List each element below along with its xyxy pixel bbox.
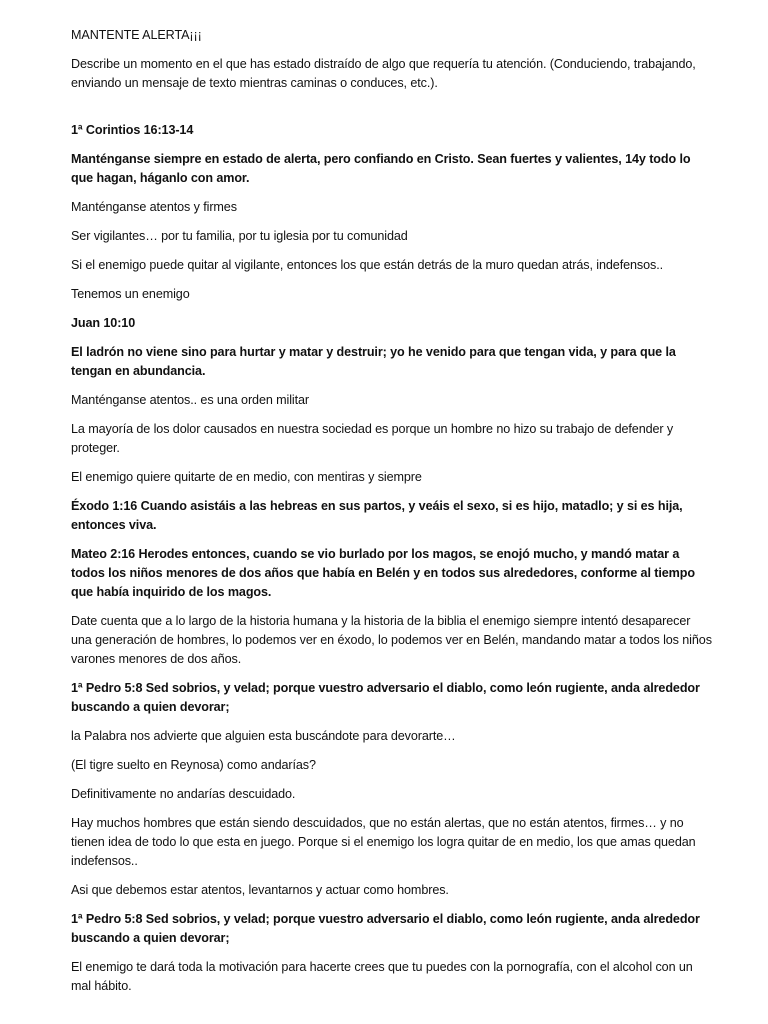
- scripture-quote: Éxodo 1:16 Cuando asistáis a las hebreas en sus partos, y veáis el sexo, si es hijo, matadlo; y si es hija, entonces viva.: [71, 499, 683, 532]
- paragraph: Ser vigilantes… por tu familia, por tu iglesia por tu comunidad: [71, 229, 408, 243]
- paragraph: Manténganse atentos.. es una orden militar: [71, 393, 310, 407]
- paragraph: Si el enemigo puede quitar al vigilante, entonces los que están detrás de la muro quedan atrás, indefensos..: [71, 258, 663, 272]
- paragraph: Asi que debemos estar atentos, levantarnos y actuar como hombres.: [71, 883, 449, 897]
- document-title: MANTENTE ALERTA¡¡¡: [71, 28, 202, 42]
- scripture-quote: Mateo 2:16 Herodes entonces, cuando se vio burlado por los magos, se enojó mucho, y mandó matar a todos los niños menores de dos años que había en Belén y en todos sus alrededores, conforme al tiempo que había inquirido de los magos.: [71, 547, 695, 599]
- scripture-reference: Juan 10:10: [71, 316, 136, 330]
- paragraph: la Palabra nos advierte que alguien esta buscándote para devorarte…: [71, 729, 456, 743]
- scripture-quote: El ladrón no viene sino para hurtar y matar y destruir; yo he venido para que tengan vida, y para que la tengan en abundancia.: [71, 345, 676, 378]
- paragraph: Definitivamente no andarías descuidado.: [71, 787, 296, 801]
- paragraph: Manténganse atentos y firmes: [71, 200, 237, 214]
- scripture-quote: 1ª Pedro 5:8 Sed sobrios, y velad; porque vuestro adversario el diablo, como león rugiente, anda alrededor buscando a quien devorar;: [71, 681, 700, 714]
- scripture-reference: 1ª Corintios 16:13-14: [71, 123, 194, 137]
- paragraph: Date cuenta que a lo largo de la historia humana y la historia de la biblia el enemigo siempre intentó desaparecer una generación de hombres, lo podemos ver en éxodo, lo podemos ver en Belén, mandando matar a todos los niños varones menores de dos años.: [71, 614, 712, 666]
- paragraph: Hay muchos hombres que están siendo descuidados, que no están alertas, que no están atentos, firmes… y no tienen idea de todo lo que esta en juego. Porque si el enemigo los logra quitar de en medio, los que amas quedan indefensos..: [71, 816, 696, 868]
- scripture-quote: Manténganse siempre en estado de alerta, pero confiando en Cristo. Sean fuertes y valientes, 14y todo lo que hagan, háganlo con amor.: [71, 152, 691, 185]
- paragraph: El enemigo te dará toda la motivación para hacerte crees que tu puedes con la pornografía, con el alcohol con un mal hábito.: [71, 960, 693, 993]
- paragraph: (El tigre suelto en Reynosa) como andarías?: [71, 758, 316, 772]
- paragraph: La mayoría de los dolor causados en nuestra sociedad es porque un hombre no hizo su trabajo de defender y proteger.: [71, 422, 674, 455]
- paragraph: Describe un momento en el que has estado distraído de algo que requería tu atención. (Conduciendo, trabajando, enviando un mensaje de texto mientras caminas o conduces, etc.).: [71, 57, 696, 90]
- paragraph: El enemigo quiere quitarte de en medio, con mentiras y siempre: [71, 470, 422, 484]
- paragraph: Tenemos un enemigo: [71, 287, 190, 301]
- scripture-quote: 1ª Pedro 5:8 Sed sobrios, y velad; porque vuestro adversario el diablo, como león rugiente, anda alrededor buscando a quien devorar;: [71, 912, 700, 945]
